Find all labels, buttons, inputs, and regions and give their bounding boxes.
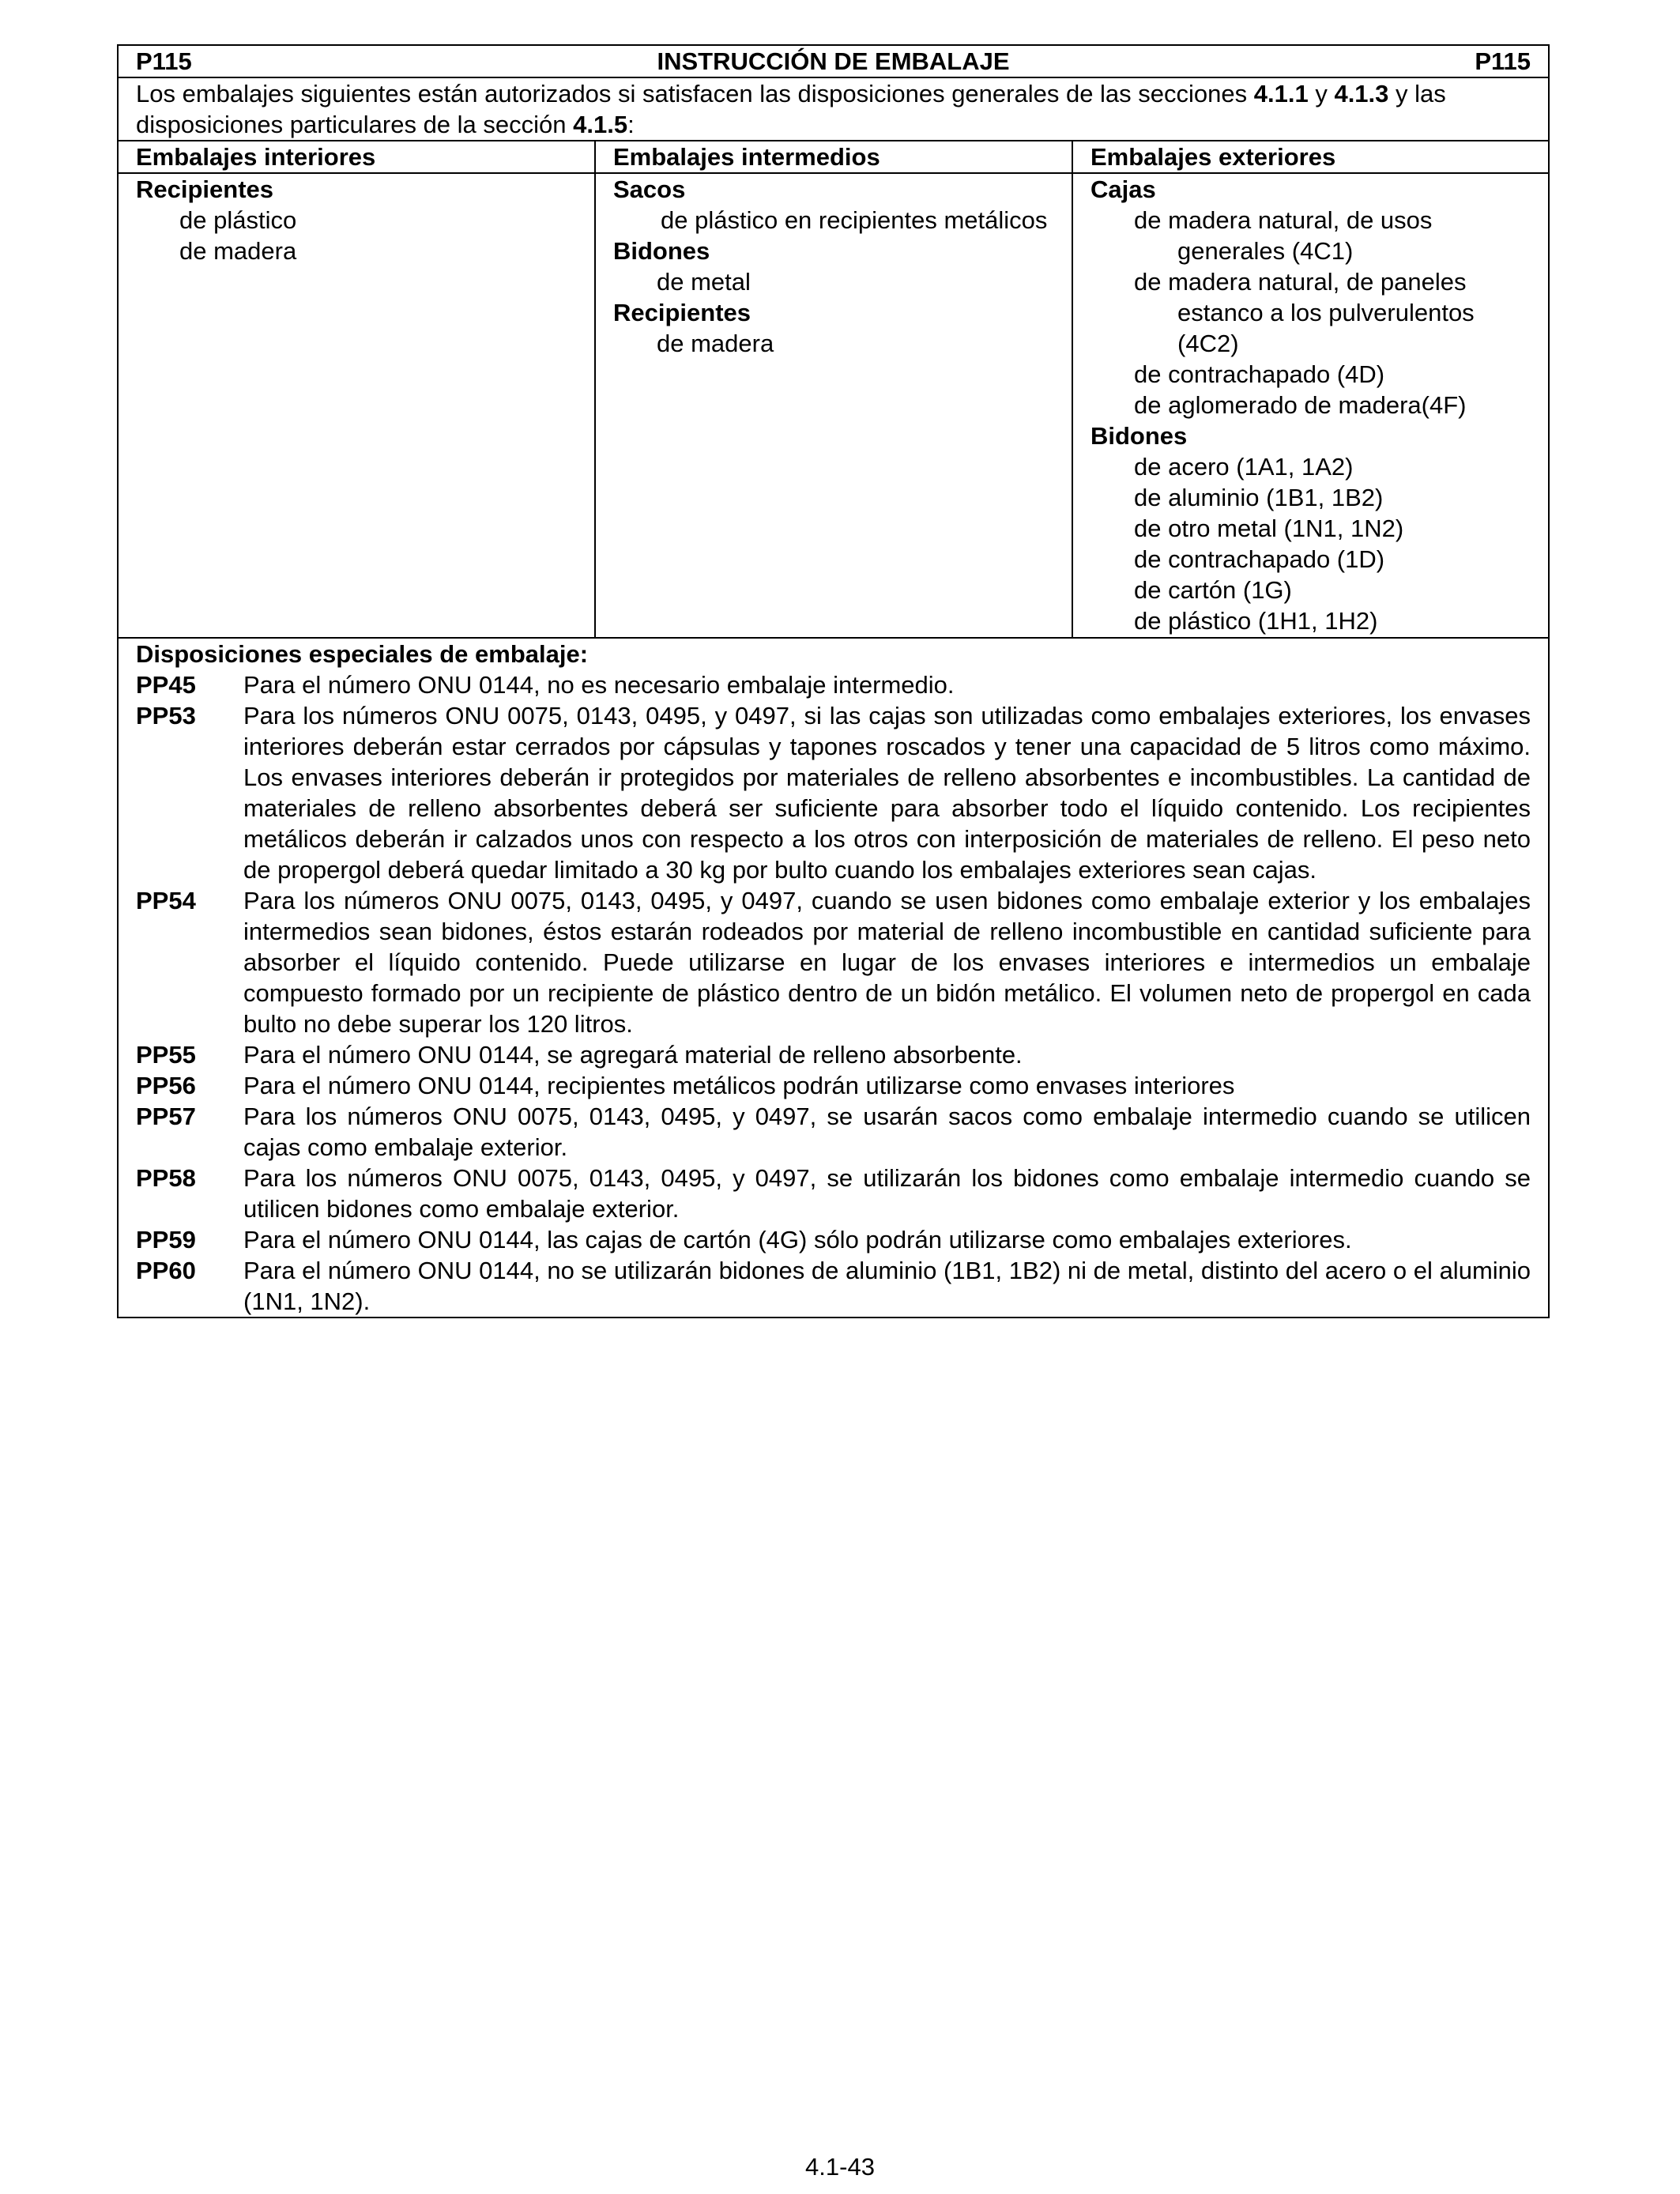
category-heading: Sacos (613, 175, 686, 203)
provision-text: Para el número ONU 0144, recipientes metálicos podrán utilizarse como envases interiores (243, 1072, 1235, 1099)
category-heading: Bidones (613, 237, 710, 265)
column-header-row (118, 141, 1549, 173)
provision-pp56 (136, 1070, 1531, 1101)
provision-text: Para los números ONU 0075, 0143, 0495, y 0497, cuando se usen bidones como embalaje exterior y los embalajes intermedios sean bidones, éstos estarán rodeados por material de relleno incombustible en cantidad suficiente para absorber el líquido contenido. Puede utilizarse en lugar de los envases interiores e intermedios un embalaje compuesto formado por un recipiente de plástico dentro de un bidón metálico. El volumen neto de propergol en cada bulto no debe superar los 120 litros. (243, 887, 1531, 1038)
list-item: de madera natural, de paneles estanco a los pulverulentos (4C2) (1134, 268, 1475, 357)
intro-text-4: : (627, 111, 635, 138)
provision-code: PP54 (136, 887, 196, 914)
special-provisions-row (118, 638, 1549, 1318)
category-heading: Bidones (1090, 422, 1188, 450)
intro-row (118, 77, 1549, 141)
list-item: de plástico (1H1, 1H2) (1134, 607, 1378, 635)
provision-pp60 (136, 1255, 1531, 1317)
page-number: 4.1-43 (805, 2153, 875, 2181)
list-item: de plástico en recipientes metálicos (661, 206, 1048, 234)
section-ref-4-1-1: 4.1.1 (1253, 80, 1309, 107)
page-title: INSTRUCCIÓN DE EMBALAJE (657, 47, 1010, 75)
packing-instruction-sheet (117, 44, 1548, 1318)
provision-code: PP55 (136, 1041, 196, 1069)
provision-text: Para el número ONU 0144, las cajas de cartón (4G) sólo podrán utilizarse como embalajes exteriores. (243, 1226, 1352, 1253)
list-item: de aglomerado de madera(4F) (1134, 391, 1467, 419)
provision-text: Para los números ONU 0075, 0143, 0495, y 0497, se utilizarán los bidones como embalaje intermedio cuando se utilicen bidones como embalaje exterior. (243, 1164, 1531, 1223)
provision-code: PP57 (136, 1103, 196, 1130)
title-bar (136, 46, 1531, 77)
provision-text: Para el número ONU 0144, se agregará material de relleno absorbente. (243, 1041, 1023, 1069)
provision-code: PP59 (136, 1226, 196, 1253)
list-item: de plástico (179, 206, 297, 234)
outer-packaging-cell (1072, 173, 1549, 638)
section-ref-4-1-3: 4.1.3 (1334, 80, 1389, 107)
list-item: de madera (657, 330, 774, 357)
list-item: de otro metal (1N1, 1N2) (1134, 515, 1404, 542)
provision-code: PP60 (136, 1257, 196, 1284)
provision-code: PP58 (136, 1164, 196, 1192)
provision-pp54 (136, 885, 1531, 1039)
provision-pp55 (136, 1039, 1531, 1070)
intro-text-3: y las disposiciones particulares de la sección (136, 80, 1446, 138)
provision-text: Para los números ONU 0075, 0143, 0495, y 0497, se usarán sacos como embalaje intermedio cuando se utilicen cajas como embalaje exterior. (243, 1103, 1531, 1161)
category-heading: Recipientes (136, 175, 274, 203)
list-item: de metal (657, 268, 751, 296)
list-item: de acero (1A1, 1A2) (1134, 453, 1354, 481)
category-heading: Cajas (1090, 175, 1156, 203)
section-ref-4-1-5: 4.1.5 (573, 111, 628, 138)
provision-code: PP53 (136, 702, 196, 729)
title-row (118, 45, 1549, 77)
inner-packaging-cell (118, 173, 595, 638)
intro-paragraph (136, 78, 1531, 140)
provision-text: Para el número ONU 0144, no se utilizarán bidones de aluminio (1B1, 1B2) ni de metal, distinto del acero o el aluminio (1N1, 1N2). (243, 1257, 1531, 1315)
special-provisions-cell (118, 638, 1549, 1318)
col-header-outer: Embalajes exteriores (1072, 141, 1549, 173)
code-left: P115 (136, 47, 192, 75)
list-item: de madera natural, de usos generales (4C1) (1134, 206, 1433, 265)
col-header-intermediate: Embalajes intermedios (595, 141, 1072, 173)
packaging-row (118, 173, 1549, 638)
provision-pp58 (136, 1163, 1531, 1224)
provision-pp59 (136, 1224, 1531, 1255)
code-right: P115 (1475, 47, 1531, 75)
provision-code: PP45 (136, 671, 196, 699)
list-item: de aluminio (1B1, 1B2) (1134, 484, 1384, 511)
list-item: de madera (179, 237, 297, 265)
packing-instruction-table (117, 44, 1550, 1318)
category-heading: Recipientes (613, 299, 751, 326)
provision-pp53 (136, 700, 1531, 885)
provision-pp45 (136, 669, 1531, 700)
provision-text: Para los números ONU 0075, 0143, 0495, y 0497, si las cajas son utilizadas como embalajes exteriores, los envases interiores deberán estar cerrados por cápsulas y tapones roscados y tener una capacidad de 5 litros como máximo. Los envases interiores deberán ir protegidos por materiales de relleno absorbentes e incombustibles. La cantidad de materiales de relleno absorbentes deberá ser suficiente para absorber todo el líquido contenido. Los recipientes metálicos deberán ir calzados unos con respecto a los otros con interposición de materiales de relleno. El peso neto de propergol deberá quedar limitado a 30 kg por bulto cuando los embalajes exteriores sean cajas. (243, 702, 1531, 884)
provision-code: PP56 (136, 1072, 196, 1099)
list-item: de contrachapado (1D) (1134, 545, 1385, 573)
intro-text-2: y (1308, 80, 1335, 107)
provision-text: Para el número ONU 0144, no es necesario embalaje intermedio. (243, 671, 955, 699)
intro-text-1: Los embalajes siguientes están autorizados si satisfacen las disposiciones generales de las secciones (136, 80, 1254, 107)
col-header-inner: Embalajes interiores (118, 141, 595, 173)
list-item: de cartón (1G) (1134, 576, 1292, 604)
list-item: de contrachapado (4D) (1134, 360, 1385, 388)
intermediate-packaging-cell (595, 173, 1072, 638)
special-provisions-title: Disposiciones especiales de embalaje: (136, 640, 589, 668)
provision-pp57 (136, 1101, 1531, 1163)
